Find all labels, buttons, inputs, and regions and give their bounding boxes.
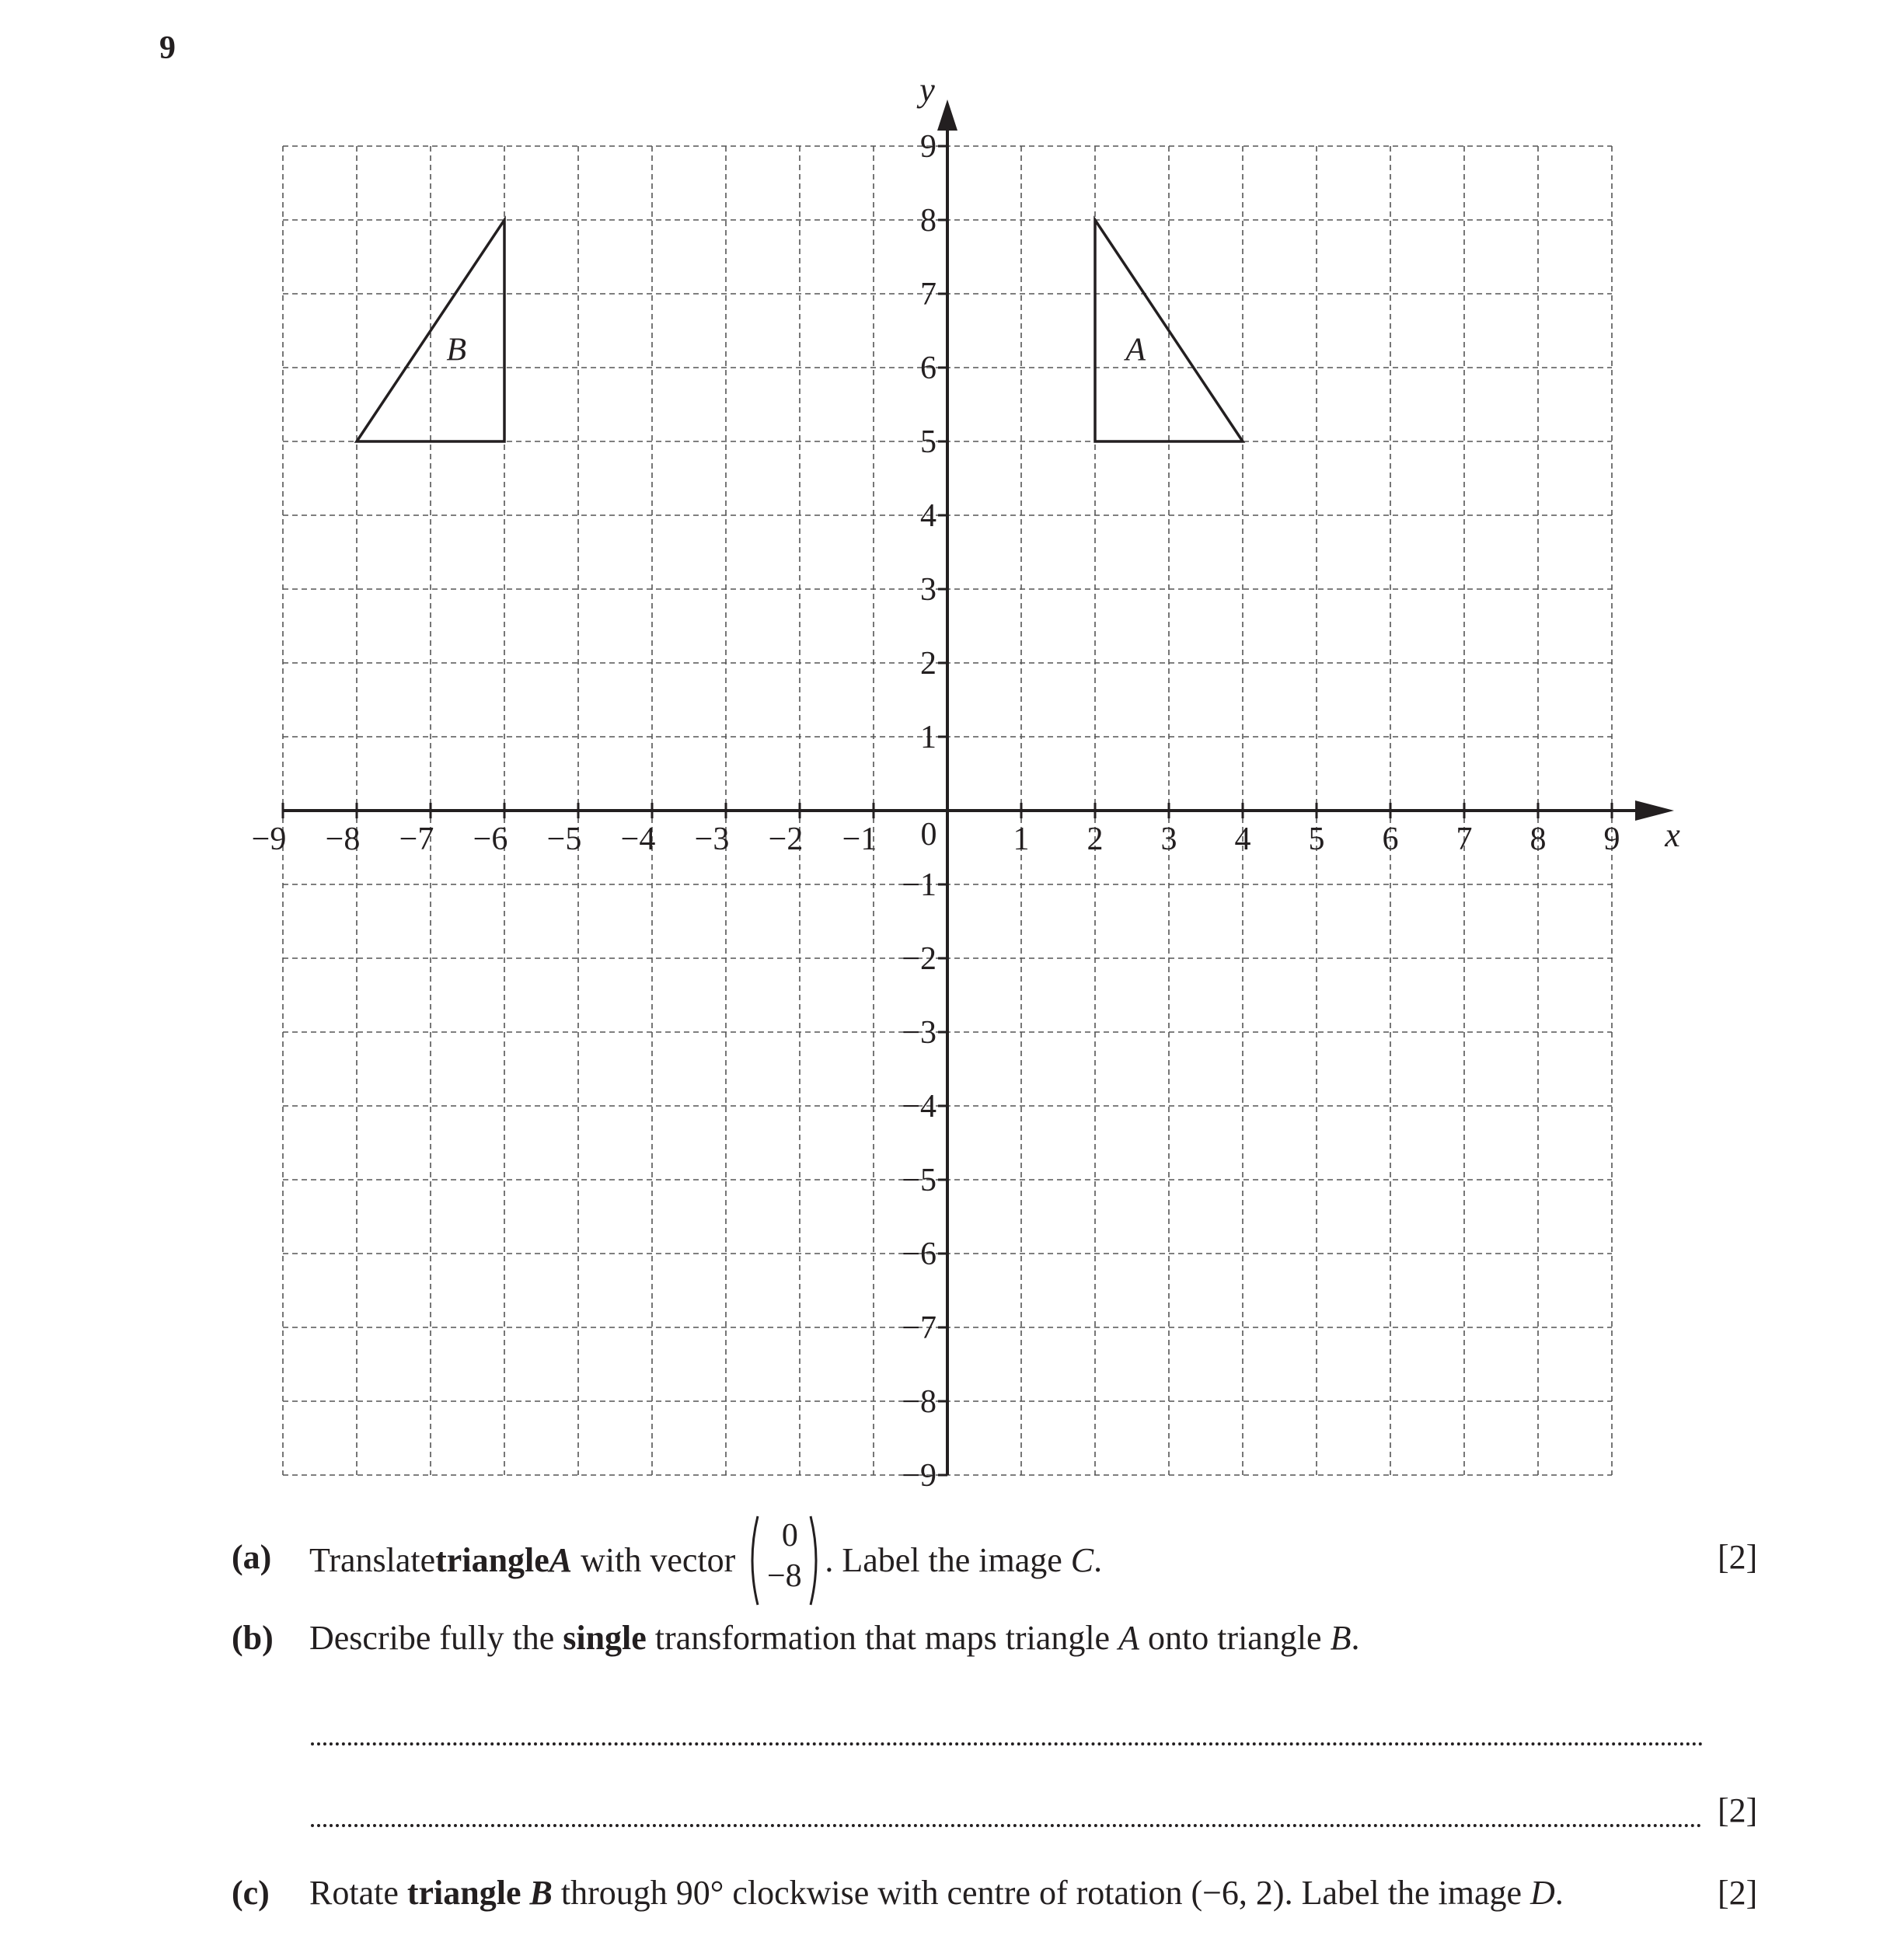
x-tick-label: 6 [1382,821,1399,857]
part-b-t3: transformation that maps triangle [646,1619,1119,1657]
part-a-t6: C [1070,1540,1094,1579]
y-tick-label: 8 [920,203,937,239]
y-tick-label: −7 [902,1310,937,1346]
part-c-text [309,1873,1564,1914]
x-tick-label: 7 [1456,821,1473,857]
y-tick-label: 6 [920,350,937,386]
y-tick-label: 3 [920,572,937,608]
x-axis-label: x [1665,816,1680,854]
x-tick-label: 8 [1529,821,1547,857]
x-tick-label: −8 [325,821,361,857]
y-tick-label: −8 [902,1384,937,1420]
x-tick-label: −1 [842,821,877,857]
part-a-t3: A [549,1540,573,1579]
translation-vector [745,1515,823,1606]
x-tick-label: −5 [546,821,582,857]
x-tick-label: 2 [1086,821,1104,857]
y-axis-label: y [919,71,935,109]
x-tick-label: −6 [473,821,508,857]
part-b-t2: single [563,1619,647,1657]
triangle-b-label: B [446,332,467,368]
vector-bottom: −8 [766,1558,802,1594]
y-tick-label: −4 [902,1089,937,1125]
y-axis-arrow-icon [937,99,957,131]
y-tick-label: −3 [902,1015,937,1051]
y-tick-label: 7 [920,277,937,312]
part-a-text [309,1514,1102,1607]
part-a-letter: (a) [232,1538,272,1576]
x-tick-label: −4 [620,821,656,857]
labels [252,71,1681,1492]
x-tick-label: −2 [768,821,804,857]
y-tick-label: 4 [920,498,937,534]
part-b-t1: Describe fully the [309,1619,563,1657]
y-tick-label: −9 [902,1458,937,1492]
part-c-t6: . [1554,1874,1564,1912]
part-b-t7: . [1351,1619,1360,1657]
origin-label: 0 [920,817,937,853]
y-tick-label: 9 [920,129,937,165]
part-c-t2: triangle [406,1874,530,1912]
part-c-marks: [2] [1718,1874,1758,1912]
y-tick-label: −6 [902,1236,937,1272]
part-b-text [309,1618,1359,1659]
part-a-t4: with vector [572,1540,745,1579]
part-b-t4: A [1118,1619,1139,1657]
x-tick-label: 3 [1160,821,1177,857]
y-tick-label: 1 [920,720,937,755]
y-tick-label: 2 [920,646,937,682]
part-a-t1: Translate [309,1540,436,1579]
x-tick-label: −3 [694,821,730,857]
y-tick-label: −2 [902,941,937,977]
answer-line-2[interactable] [311,1824,1702,1827]
question-number: 9 [159,30,176,66]
y-tick-label: 5 [920,424,937,460]
part-b-marks: [2] [1718,1791,1758,1829]
part-c-t1: Rotate [309,1874,407,1912]
part-c-t4: through 90° clockwise with centre of rotation (−6, 2). Label the image [552,1874,1531,1912]
x-tick-label: 4 [1234,821,1251,857]
part-a-t2: triangle [435,1540,549,1579]
x-tick-label: 5 [1308,821,1325,857]
part-a-t7: . [1093,1540,1103,1579]
answer-line-1[interactable] [311,1742,1704,1746]
x-tick-label: −7 [399,821,434,857]
right-paren-icon [809,1515,823,1606]
x-tick-label: 1 [1013,821,1030,857]
axes [283,99,1674,1475]
y-tick-label: −5 [902,1163,937,1198]
part-a-t5: . Label the image [825,1540,1071,1579]
part-a-marks: [2] [1718,1538,1758,1576]
part-c-letter: (c) [232,1874,270,1912]
y-tick-label: −1 [902,867,937,903]
part-c-t3: B [529,1874,553,1912]
vector-top: 0 [781,1518,798,1554]
triangle-a-label: A [1125,332,1146,368]
part-b-t6: B [1330,1619,1352,1657]
x-tick-label: −9 [251,821,287,857]
part-b-letter: (b) [232,1619,274,1657]
part-c-t5: D [1530,1874,1555,1912]
x-tick-label: 9 [1603,821,1620,857]
part-b-t5: onto triangle [1139,1619,1331,1657]
